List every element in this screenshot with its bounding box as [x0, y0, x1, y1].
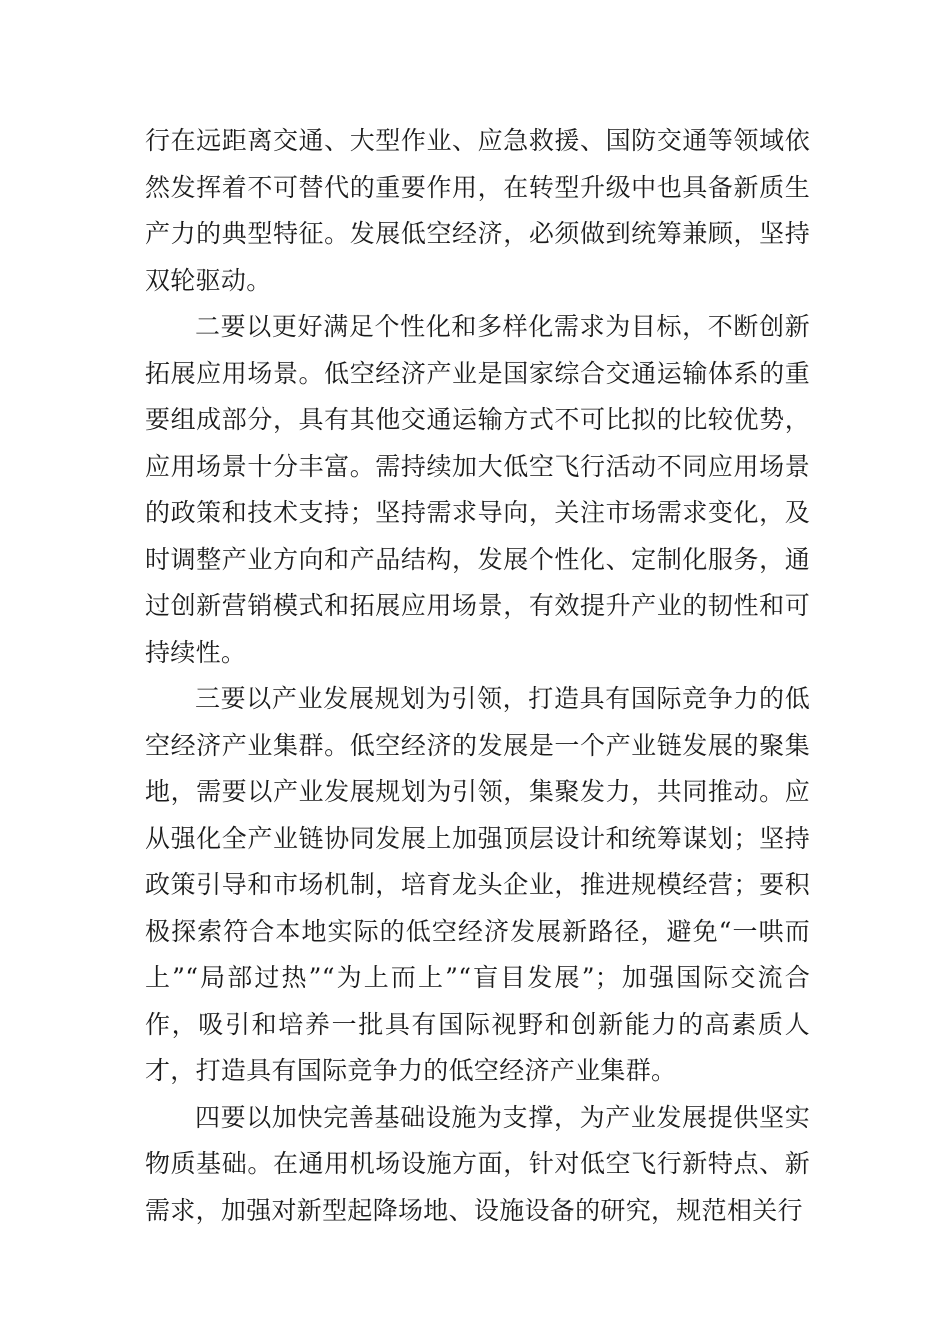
paragraph-3: 三要以产业发展规划为引领，打造具有国际竞争力的低空经济产业集群。低空经济的发展是一个产业链发展的聚集地，需要以产业发展规划为引领，集聚发力，共同推动。应从强化全产业链协同发展上加强顶层设计和统筹谋划；坚持政策引导和市场机制，培育龙头企业，推进规模经营；要积极探索符合本地实际的低空经济发展新路径，避免“一哄而上”“局部过热”“为上而上”“盲目发展”；加强国际交流合作，吸引和培养一批具有国际视野和创新能力的高素质人才，打造具有国际竞争力的低空经济产业集群。 — [145, 684, 810, 1085]
paragraph-2: 二要以更好满足个性化和多样化需求为目标，不断创新拓展应用场景。低空经济产业是国家综合交通运输体系的重要组成部分，具有其他交通运输方式不可比拟的比较优势，应用场景十分丰富。需持续加大低空飞行活动不同应用场景的政策和技术支持；坚持需求导向，关注市场需求变化，及时调整产业方向和产品结构，发展个性化、定制化服务，通过创新营销模式和拓展应用场景，有效提升产业的韧性和可持续性。 — [145, 312, 810, 667]
document-body — [145, 118, 810, 1234]
paragraph-1: 行在远距离交通、大型作业、应急救援、国防交通等领域依然发挥着不可替代的重要作用，在转型升级中也具备新质生产力的典型特征。发展低空经济，必须做到统筹兼顾，坚持双轮驱动。 — [145, 126, 810, 295]
paragraph-4: 四要以加快完善基础设施为支撑，为产业发展提供坚实物质基础。在通用机场设施方面，针对低空飞行新特点、新需求，加强对新型起降场地、设施设备的研究，规范相关行 — [145, 1102, 810, 1225]
